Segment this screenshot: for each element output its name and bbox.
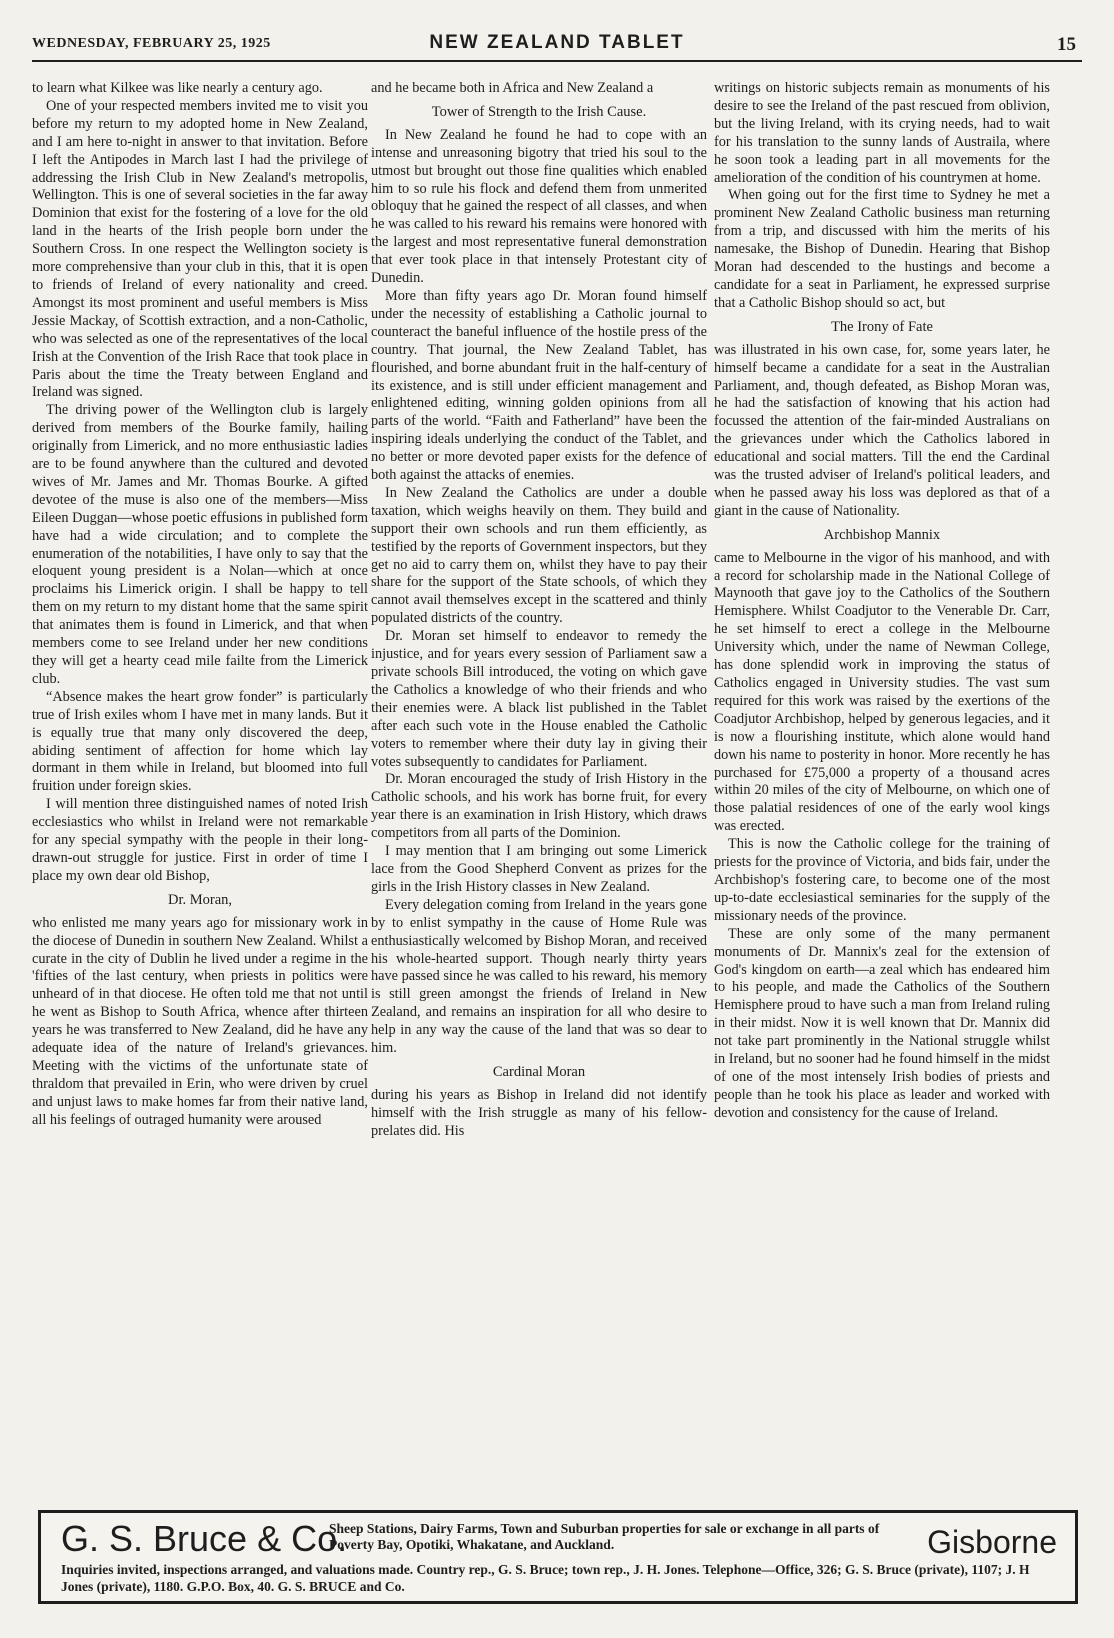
section-subheading: Tower of Strength to the Irish Cause. — [431, 103, 647, 120]
article-paragraph: The driving power of the Wellington club is largely derived from members of the Bourke family, hailing originally from Limerick, and no more enthusiastic ladies are to be found anywhere than the cultured and devoted wives of Mr. James and Mr. Thomas Bourke. A gifted devotee of the muse is also one of the members—Miss Eileen Duggan—whose poetic effusions in published form have had a wide circulation; and to complete the enumeration of the notabilities, I have only to say that the eloquent young president is a Nolan—which at once proclaims his Limerick origin. I shall be happy to tell them on my return to my distant home that the same spirit that animates them is found in Limerick, and that when members come to see Ireland under her new conditions they will get a hearty cead mile failte from the Limerick club. — [32, 402, 368, 687]
article-column-3 — [714, 80, 1050, 1490]
article-paragraph: One of your respected members invited me to visit you before my return to my adopted home in New Zealand, and I am here to-night in answer to that invitation. Before I left the Antipodes in March last I had the privilege of addressing the Irish Club in New Zealand's metropolis, Wellington. This is one of several societies in the far away Dominion that exist for the fostering of a love for the old land in the hearts of the Irish people born under the Southern Cross. In one respect the Wellington society is more comprehensive than your club in this, that it is open to friends of Ireland of every nationality and creed. Amongst its most prominent and useful members is Miss Jessie Mackay, of Scottish extraction, and a non-Catholic, who was selected as one of the representatives of the local Irish at the Convention of the Irish Race that took place in Paris about the time the Treaty between England and Ireland was signed. — [32, 97, 368, 401]
article-column-1 — [32, 80, 368, 1490]
article-paragraph: These are only some of the many permanent monuments of Dr. Mannix's zeal for the extension of God's kingdom on earth—a zeal which has endeared him to his people, and made the Catholics of the Southern Hemisphere proud to have such a man from Ireland ruling in their midst. Now it is well known that Dr. Mannix did not take part prominently in the National struggle whilst in Ireland, but no sooner had he found himself in the midst of one of the most intensely Irish bodies of priests and people than he took his place as leader and worked with devotion and consistency for the cause of Ireland. — [714, 925, 1050, 1121]
article-paragraph: I will mention three distinguished names of noted Irish ecclesiastics who whilst in Ireland were not remarkable for any special sympathy with the people in their long-drawn-out struggle for justice. First in order of time I place my own dear old Bishop, — [32, 796, 368, 884]
article-paragraph: In New Zealand he found he had to cope with an intense and unreasoning bigotry that tried his soul to the utmost but brought out those fine qualities which enabled him to so rule his flock and defend them from unmerited obloquy that he gained the respect of all classes, and when he was called to his reward his remains were honored with the largest and most representative funeral demonstration that ever took place in that intensely Protestant city of Dunedin. — [371, 126, 707, 287]
article-paragraph: “Absence makes the heart grow fonder” is particularly true of Irish exiles whom I have met in many lands. But it is equally true that many only discovered the deep, abiding sentiment of affection for home which lay dormant in them while in Ireland, but bloomed into full fruition under foreign skies. — [32, 688, 368, 795]
article-paragraph: Dr. Moran encouraged the study of Irish History in the Catholic schools, and his work has borne fruit, for every year there is an examination in Irish History, which draws competitors from all parts of the Dominion. — [371, 771, 707, 842]
page-number: 15 — [1057, 34, 1076, 55]
article-paragraph: was illustrated in his own case, for, some years later, he himself became a candidate for a seat in the Australian Parliament, and, though defeated, as Bishop Moran was, he had the satisfaction of knowing that his action had focussed the attention of the fair-minded Australians on the grievances under which the Catholics labored in educational and social matters. Till the end the Cardinal was the trusted adviser of Ireland's political leaders, and when he passed away his loss was deplored as that of a giant in the cause of Nationality. — [714, 341, 1050, 519]
article-paragraph: This is now the Catholic college for the training of priests for the province of Victoria, and bids fair, under the Archbishop's fostering care, to become one of the most up-to-date ecclesiastical seminaries for the supply of the missionary needs of the province. — [714, 836, 1050, 924]
article-paragraph: I may mention that I am bringing out some Limerick lace from the Good Shepherd Convent as prizes for the girls in the Irish History classes in New Zealand. — [371, 843, 707, 895]
article-paragraph: When going out for the first time to Sydney he met a prominent New Zealand Catholic business man returning from a trip, and discussed with him the merits of his namesake, the Bishop of Dunedin. Hearing that Bishop Moran had descended to the hustings and become a candidate for a seat in Parliament, he expressed surprise that a Catholic Bishop should so act, but — [714, 187, 1050, 311]
article-paragraph: came to Melbourne in the vigor of his manhood, and with a record for scholarship made in the National College of Maynooth that gave joy to the Catholics of the Southern Hemisphere. Whilst Coadjutor to the Venerable Dr. Carr, he set himself to erect a college in the Melbourne University which, under the name of Newman College, has done splendid work in improving the status of Catholics engaged in University studies. The vast sum required for this work was raised by the exertions of the Coadjutor Archbishop, helped by generous legacies, and it is now a flourishing institute, which alone would hand down his name to posterity in honor. More recently he has purchased for £75,000 a property of a thousand acres within 20 miles of the city of Melbourne, on which one of those palatial residences of one of the early wool kings was erected. — [714, 549, 1050, 835]
article-paragraph: Every delegation coming from Ireland in the years gone by to enlist sympathy in the cause of Home Rule was enthusiastically welcomed by Bishop Moran, and received his whole-hearted support. Though nearly thirty years have passed since he was called to his reward, his memory is still green amongst the friends of Ireland in New Zealand, and remains an inspiration for all who desire to help in any way the cause of the land that was so dear to him. — [371, 896, 707, 1057]
article-paragraph: Dr. Moran set himself to endeavor to remedy the injustice, and for years every session of Parliament saw a private schools Bill introduced, the voting on which gave the Catholics a knowledge of who their friends and who their enemies were. A black list published in the Tablet after each such vote in the House enabled the Catholic voters to remember where their duty lay in giving their votes subsequently to candidates for Parliament. — [371, 628, 707, 770]
page-header — [32, 30, 1082, 62]
ad-property-line: Sheep Stations, Dairy Farms, Town and Suburban properties for sale or exchange in all parts of Poverty Bay, Opotiki, Whakatane, and Auckland. — [329, 1521, 880, 1552]
issue-date: WEDNESDAY, FEBRUARY 25, 1925 — [32, 36, 271, 51]
article-column-2 — [371, 80, 707, 1490]
section-subheading: The Irony of Fate — [831, 318, 933, 335]
article-paragraph: More than fifty years ago Dr. Moran found himself under the necessity of establishing a Catholic journal to counteract the baneful influence of the hostile press of the country. That journal, the New Zealand Tablet, has flourished, and borne abundant fruit in the half-century of its existence, and is still under efficient management and enlightened editing, winning golden opinions from all parts of the world. “Faith and Fatherland” have been the inspiring ideals underlying the conduct of the Tablet, and no better or more devoted paper exists for the defence of both against the attacks of enemies. — [371, 287, 707, 484]
article-paragraph: and he became both in Africa and New Zealand a — [371, 80, 654, 96]
article-paragraph: during his years as Bishop in Ireland did not identify himself with the Irish struggle as many of his fellow-prelates did. His — [371, 1086, 707, 1139]
section-subheading: Dr. Moran, — [167, 891, 233, 908]
article-paragraph: In New Zealand the Catholics are under a double taxation, which weighs heavily on them. They build and support their own schools and run them efficiently, as testified by the reports of Government inspectors, but they get no aid to carry them on, whilst they have to pay their share for the support of the State schools, of which they cannot avail themselves except in the scattered and thinly populated districts of the country. — [371, 484, 707, 627]
masthead-title: NEW ZEALAND TABLET — [429, 32, 685, 53]
ad-company-name: G. S. Bruce & Co. — [61, 1518, 348, 1559]
article-paragraph: to learn what Kilkee was like nearly a century ago. — [32, 80, 323, 96]
ad-town-name: Gisborne — [927, 1524, 1057, 1560]
advertisement-box — [38, 1510, 1078, 1604]
article-paragraph: writings on historic subjects remain as monuments of his desire to see the Ireland of the past rescued from oblivion, but the living Ireland, with its crying needs, had to wait for his translation to the sunny lands of Austraila, where he soon took a leading part in all movements for the amelioration of the condition of his countrymen at home. — [714, 80, 1050, 186]
article-paragraph: who enlisted me many years ago for missionary work in the diocese of Dunedin in southern New Zealand. Whilst a curate in the city of Dublin he lived under a regime in the 'fifties of the last century, when priests in politics were unheard of in that diocese. He often told me that not until he went as Bishop to South Africa, whence after thirteen years he was transferred to New Zealand, did he have any adequate idea of the nature of Ireland's grievances. Meeting with the victims of the unfortunate state of thraldom that prevailed in Erin, who were driven by cruel and unjust laws to make homes far from their native land, all his feelings of outraged humanity were aroused — [32, 914, 368, 1128]
section-subheading: Cardinal Moran — [492, 1063, 586, 1080]
ad-contact-line: Inquiries invited, inspections arranged, and valuations made. Country rep., G. S. Bruce; town rep., J. H. Jones. Telephone—Office, 326; G. S. Bruce (private), 1107; J. H Jones (private), 1180. G.P.O. Box, 40. G. S. BRUCE and Co. — [61, 1562, 1030, 1594]
section-subheading: Archbishop Mannix — [823, 526, 941, 543]
header-rule — [32, 60, 1082, 62]
